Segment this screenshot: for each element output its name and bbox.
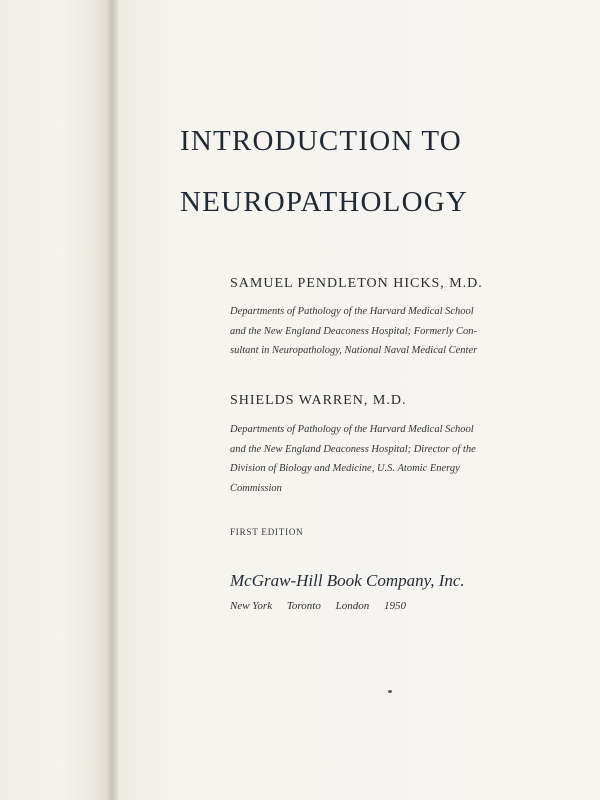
publication-year: 1950 xyxy=(384,600,406,612)
left-page-edge xyxy=(0,0,112,800)
affiliation-line: sultant in Neuropathology, National Naval Medical Center xyxy=(230,345,478,356)
affiliation-line: and the New England Deaconess Hospital; Director of the xyxy=(230,443,476,455)
publisher-places xyxy=(230,600,418,612)
book-gutter xyxy=(108,0,118,800)
affiliation-line: and the New England Deaconess Hospital; Formerly Con- xyxy=(230,325,478,337)
paper-speck xyxy=(388,690,392,693)
publisher-name: McGraw-Hill Book Company, Inc. xyxy=(230,571,465,590)
edition-label: FIRST EDITION xyxy=(230,527,304,537)
affiliation-line: Commission xyxy=(230,482,282,494)
book-title-line-1: INTRODUCTION TO xyxy=(180,125,462,157)
city-london: London xyxy=(335,600,370,612)
author-name-1: SAMUEL PENDLETON HICKS, M.D. xyxy=(230,276,483,291)
author-name-2: SHIELDS WARREN, M.D. xyxy=(230,393,407,408)
book-title-line-2: NEUROPATHOLOGY xyxy=(180,186,469,218)
affiliation-line: Division of Biology and Medicine, U.S. Atomic Energy xyxy=(230,463,460,474)
affiliation-line: Departments of Pathology of the Harvard Medical School xyxy=(230,306,474,317)
author-affiliation-1 xyxy=(230,302,477,361)
affiliation-line: Departments of Pathology of the Harvard Medical School xyxy=(230,424,474,435)
city-toronto: Toronto xyxy=(286,600,321,612)
author-affiliation-2 xyxy=(230,420,476,498)
city-new-york: New York xyxy=(230,600,273,612)
